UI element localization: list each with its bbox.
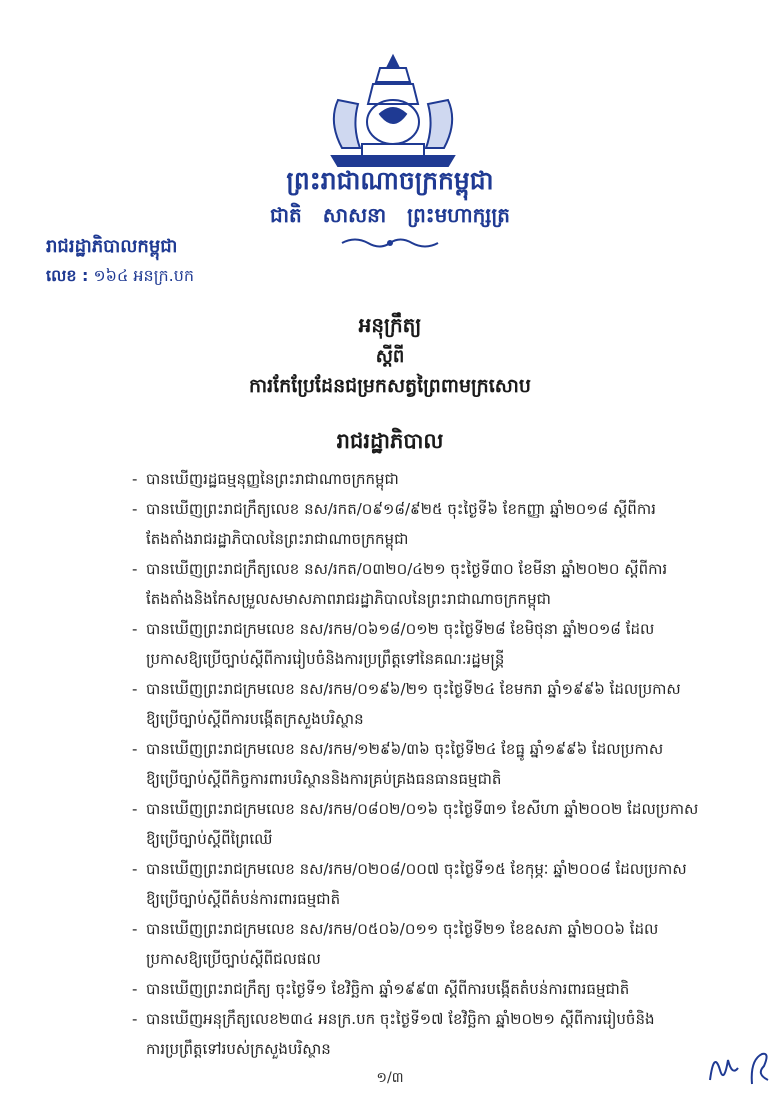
reference-number-label: លេខ : [46, 266, 89, 285]
handwritten-initials-icon [706, 1040, 776, 1090]
list-item [132, 974, 732, 1004]
item-line: - បានឃើញព្រះរាជក្រមលេខ នស/រកម/១២៩៦/៣៦ ចុះថ្ងៃទី២៤ ខែធ្នូ ឆ្នាំ១៩៩៦ ដែលប្រកាស [146, 740, 664, 758]
list-item [132, 854, 732, 914]
reference-number [46, 265, 194, 289]
item-line: - បានឃើញព្រះរាជក្រមលេខ នស/រកម/០៨០២/០១៦ ចុះថ្ងៃទី៣១ ខែសីហា ឆ្នាំ២០០២ ដែលប្រកាស [146, 800, 699, 818]
list-item [132, 794, 732, 854]
page-number: ១/៣ [376, 1070, 404, 1086]
kingdom-name: ព្រះរាជាណាចក្រកម្ពុជា [286, 166, 494, 195]
national-motto: ជាតិ សាសនា ព្រះមហាក្សត្រ [270, 203, 510, 227]
item-line: ឱ្យប្រើច្បាប់ស្តីពីកិច្ចការពារបរិស្ថាននិងការគ្រប់គ្រងធនធានធម្មជាតិ [146, 770, 502, 788]
list-item [132, 674, 732, 734]
document-subject: ការកែប្រែដែនជម្រកសត្វព្រៃពាមក្រសោប [249, 375, 531, 397]
item-line: - បានឃើញរដ្ឋធម្មនុញ្ញនៃព្រះរាជាណាចក្រកម្ពុជា [146, 470, 399, 488]
ornament-divider-icon [340, 236, 440, 250]
item-line: ប្រកាសឱ្យប្រើច្បាប់ស្តីពីការរៀបចំនិងការប្រព្រឹត្តទៅនៃគណៈរដ្ឋមន្ត្រី [146, 650, 505, 668]
list-item [132, 1004, 732, 1064]
list-item [132, 494, 732, 554]
item-line: - បានឃើញព្រះរាជក្រឹត្យ ចុះថ្ងៃទី១ ខែវិច្ឆិកា ឆ្នាំ១៩៩៣ ស្តីពីការបង្កើតតំបន់ការពារធម្មជាតិ [146, 980, 630, 998]
list-item [132, 734, 732, 794]
item-line: ការប្រព្រឹត្តទៅរបស់ក្រសួងបរិស្ថាន [146, 1040, 331, 1058]
item-line: ឱ្យប្រើច្បាប់ស្តីពីតំបន់ការពារធម្មជាតិ [146, 890, 341, 908]
item-line: ឱ្យប្រើច្បាប់ស្តីពីព្រៃឈើ [146, 830, 273, 848]
item-line: ប្រកាសឱ្យប្រើច្បាប់ស្តីពីជលផល [146, 950, 321, 968]
reference-number-value: ១៦៤ អនក្រ.បក [93, 266, 195, 285]
title-about: ស្ដីពី [375, 346, 405, 367]
item-line: - បានឃើញព្រះរាជក្រឹត្យលេខ នស/រកត/០៩១៨/៩២៥ ចុះថ្ងៃទី៦ ខែកញ្ញា ឆ្នាំ២០១៨ ស្តីពីការ [146, 500, 656, 518]
royal-emblem-icon [318, 52, 468, 170]
list-item [132, 914, 732, 974]
item-line: តែងតាំងរាជរដ្ឋាភិបាលនៃព្រះរាជាណាចក្រកម្ពុជា [146, 530, 409, 548]
item-line: - បានឃើញព្រះរាជក្រមលេខ នស/រកម/០២០៨/០០៧ ចុះថ្ងៃទី១៥ ខែកុម្ភៈ ឆ្នាំ២០០៨ ដែលប្រកាស [146, 860, 687, 878]
item-line: - បានឃើញព្រះរាជក្រមលេខ នស/រកម/០៦១៨/០១២ ចុះថ្ងៃទី២៨ ខែមិថុនា ឆ្នាំ២០១៨ ដែល [146, 620, 655, 638]
item-line: - បានឃើញព្រះរាជក្រឹត្យលេខ នស/រកត/០៣២០/៤២១ ចុះថ្ងៃទី៣០ ខែមីនា ឆ្នាំ២០២០ ស្តីពីការ [146, 560, 668, 578]
item-line: ឱ្យប្រើច្បាប់ស្តីពីការបង្កើតក្រសួងបរិស្ថាន [146, 710, 364, 728]
item-line: - បានឃើញព្រះរាជក្រមលេខ នស/រកម/០៥០៦/០១១ ចុះថ្ងៃទី២១ ខែឧសភា ឆ្នាំ២០០៦ ដែល [146, 920, 659, 938]
list-item [132, 464, 732, 494]
item-line: - បានឃើញព្រះរាជក្រមលេខ នស/រកម/០១៩៦/២១ ចុះថ្ងៃទី២៤ ខែមករា ឆ្នាំ១៩៩៦ ដែលប្រកាស [146, 680, 681, 698]
document-type: អនុក្រឹត្យ [358, 313, 422, 337]
visa-list [132, 464, 732, 1064]
issuing-authority: រាជរដ្ឋាភិបាលកម្ពុជា [46, 236, 178, 257]
item-line: តែងតាំងនិងកែសម្រួលសមាសភាពរាជរដ្ឋាភិបាលនៃព្រះរាជាណាចក្រកម្ពុជា [146, 590, 551, 608]
list-item [132, 614, 732, 674]
item-line: - បានឃើញអនុក្រឹត្យលេខ២៣៤ អនក្រ.បក ចុះថ្ងៃទី១៧ ខែវិច្ឆិកា ឆ្នាំ២០២១ ស្តីពីការរៀបចំនិង [146, 1010, 655, 1028]
government-heading: រាជរដ្ឋាភិបាល [336, 429, 444, 453]
list-item [132, 554, 732, 614]
